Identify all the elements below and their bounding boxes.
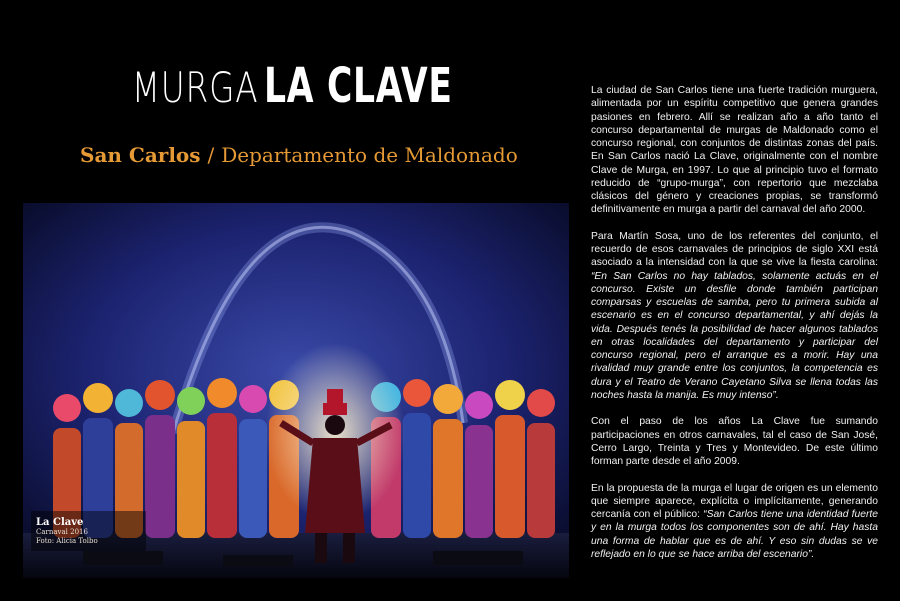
caption-title: La Clave — [36, 517, 84, 528]
paragraph-2 — [591, 230, 878, 402]
page-title — [96, 58, 496, 114]
title-la-clave: LA CLAVE — [263, 58, 453, 114]
paragraph-4-quote: “San Carlos tiene una identidad fuerte y en la murga todos los componentes son de ahí. Hay hasta una forma de hablar que es de ahí. Y eso sin dudas se ve reflejado en lo que se hace arriba del escenario”. — [591, 509, 878, 560]
title-murga: MURGA — [131, 63, 259, 112]
paragraph-2-intro: Para Martín Sosa, uno de los referentes del conjunto, el recuerdo de esos carnavales de principios de siglo XXI está asociado a la intensidad con la que se vive la fiesta carolina: — [591, 230, 878, 269]
caption-credit: Foto: Alicia Tolbo — [36, 537, 98, 545]
subtitle-city: San Carlos — [80, 143, 201, 167]
subtitle-department: Departamento de Maldonado — [221, 143, 518, 167]
page-subtitle — [80, 143, 518, 167]
paragraph-1: La ciudad de San Carlos tiene una fuerte tradición murguera, alimentada por un espíritu competitivo que genera grandes pasiones en febrero. Allí se realizan año a año tanto el concurso departamental de murgas de Maldonado como el concurso regional, con conjuntos de distintas zonas del país. En San Carlos nació La Clave, originalmente con el nombre Clave de Murga, en 1997. Lo que al principio tuvo el formato reducido de “grupo-murga”, con repertorio que mezclaba clásicos del género y creaciones propias, se transformó definitivamente en murga a partir del carnaval del año 2000. — [591, 85, 878, 216]
subtitle-separator: / — [207, 143, 215, 167]
caption-event: Carnaval 2016 — [36, 528, 88, 536]
article-body — [591, 84, 878, 574]
paragraph-2-quote: “En San Carlos no hay tablados, solamente actuás en el concurso. Existe un desfile donde también participan comparsas y escuelas de samba, pero tu primera subida al escenario es en el concurso departamental, y ahí dejás la vida. Después tenés la posibilidad de hacer algunos tablados en otras localidades del departamento y participar del concurso regional, pero el arranque es a morir. Hay una rivalidad muy grande entre los conjuntos, la competencia es dura y el Teatro de Verano Cayetano Silva se llena todas las noches hasta la manija. Es muy intenso”. — [591, 270, 878, 401]
photo-caption — [36, 517, 146, 546]
paragraph-4 — [591, 482, 878, 562]
paragraph-4-intro: En la propuesta de la murga el lugar de origen es un elemento que siempre aparece, explícita o implícitamente, generando cercanía con el público: — [591, 482, 878, 520]
paragraph-3: Con el paso de los años La Clave fue sumando participaciones en otros carnavales, tal el caso de San José, Cerro Largo, Treinta y Tres y Montevideo. De este último forman parte desde el año 2009. — [591, 416, 878, 467]
